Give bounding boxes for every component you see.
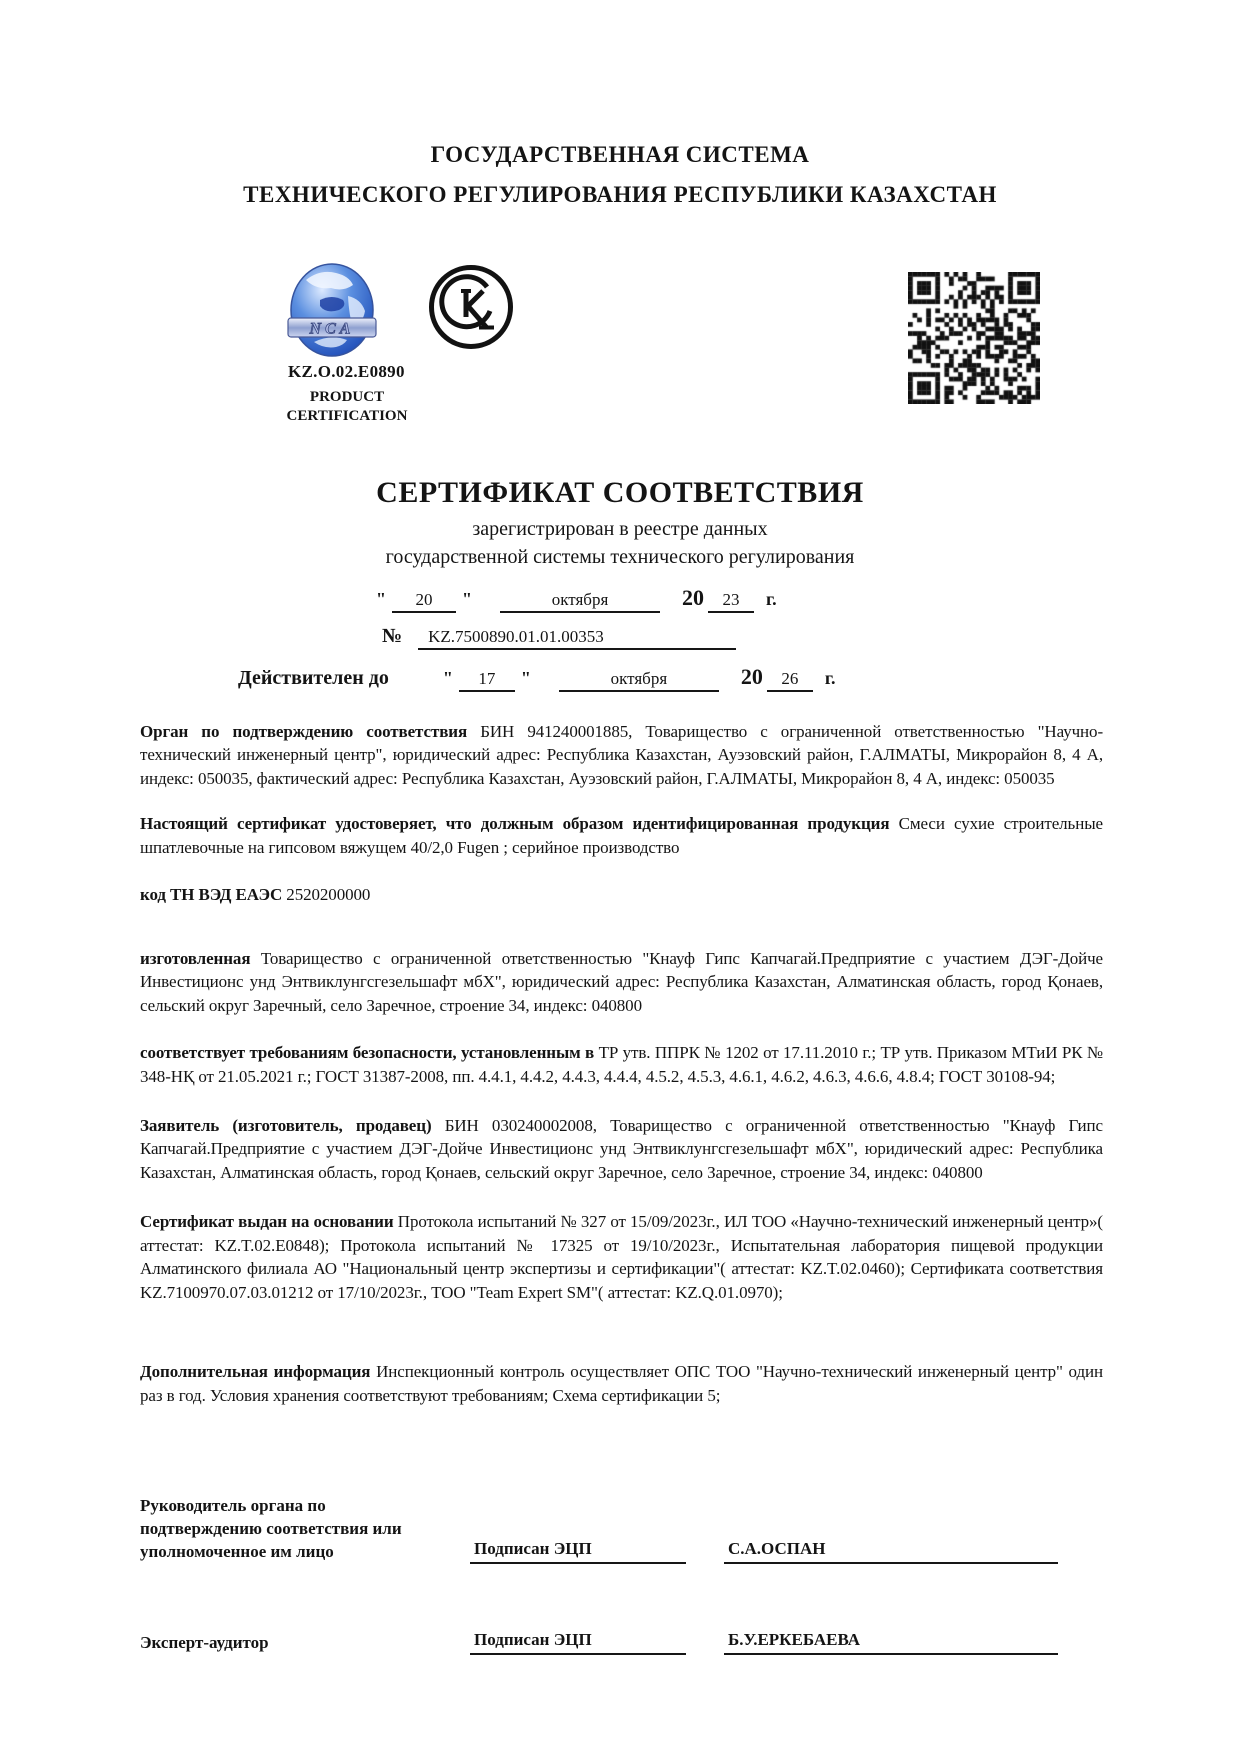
header-line2: ТЕХНИЧЕСКОГО РЕГУЛИРОВАНИЯ РЕСПУБЛИКИ КАЗАХСТАН <box>243 182 997 207</box>
issue-day-field: 20 <box>392 590 456 613</box>
product-certification-line2: CERTIFICATION <box>286 407 408 424</box>
signature-head-label-line1: Руководитель органа по <box>140 1496 326 1516</box>
signature-head-label <box>140 1495 470 1564</box>
accreditation-number: KZ.O.02.E0890 <box>288 362 405 381</box>
issue-quote-open: " <box>376 589 386 609</box>
paragraph-text: БИН 941240001885, Товарищество с ограниченной ответственностью "Научно-технический инженерный центр", юридический адрес: Республика Казахстан, Ауэзовский район, Г.АЛМАТЫ, Микрорайон 8, 4 А, индекс: 050035, фактический адрес: Республика Казахстан, Ауэзовский район, Г.АЛМАТЫ, Микрорайон 8, 4 А, индекс: 050035 <box>140 722 1103 788</box>
issue-century: 20 <box>682 585 704 610</box>
logo-row <box>0 258 1240 430</box>
paragraph-product <box>140 812 1103 859</box>
paragraph-label: Сертификат выдан на основании <box>140 1212 394 1232</box>
issue-month-field: октября <box>500 590 660 613</box>
paragraph-tnved-code <box>140 883 1103 906</box>
kz-conformity-mark-icon <box>428 264 514 350</box>
issue-date-line <box>370 585 1240 613</box>
signature-head-label-line3: уполномоченное им лицо <box>140 1541 334 1561</box>
valid-month-field: октября <box>559 669 719 692</box>
nca-globe-logo-icon <box>286 260 378 360</box>
valid-day-field: 17 <box>459 669 515 692</box>
issue-year-field: 23 <box>708 590 754 613</box>
paragraph-additional-info <box>140 1360 1103 1407</box>
qr-code <box>908 272 1040 404</box>
issue-quote-close: " <box>462 589 472 609</box>
valid-until-line <box>238 664 1240 692</box>
valid-until-label: Действителен до <box>238 667 389 689</box>
paragraph-label: Дополнительная информация <box>140 1362 371 1382</box>
valid-quote-close: " <box>520 668 531 688</box>
certificate-number-line <box>382 625 1240 650</box>
header-line1: ГОСУДАРСТВЕННАЯ СИСТЕМА <box>430 142 810 167</box>
paragraph-text: Протокола испытаний № 327 от 15/09/2023г., ИЛ ТОО «Научно-технический инженерный центр»( аттестат: KZ.T.02.E0848); Протокола испытаний № 17325 от 19/10/2023г., Испытательная лаборатория пищевой продукции Алматинского филиала АО "Национальный центр экспертизы и сертификации"( аттестат: KZ.T.02.0460); Сертификата соответствия KZ.7100970.07.03.01212 от 17/10/2023г., ТОО "Team Expert SM"( аттестат: KZ.Q.01.0970); <box>140 1212 1103 1302</box>
paragraph-applicant <box>140 1114 1103 1184</box>
paragraph-certification-body <box>140 720 1103 790</box>
valid-century: 20 <box>740 664 763 689</box>
paragraph-manufacturer <box>140 947 1103 1017</box>
paragraph-text: Товарищество с ограниченной ответственностью "Кнауф Гипс Капчагай.Предприятие с участием ДЭГ-Дойче Инвестиционс унд Энтвиклунгсгезельшафт мбХ", юридический адрес: Республика Казахстан, Алматинская область, город Қонаев, сельский округ Заречный, село Заречное, строение 34, индекс: 040800 <box>140 948 1103 1015</box>
signature-head-signed-field: Подписан ЭЦП <box>470 1539 686 1564</box>
paragraph-text: 2520200000 <box>286 885 371 905</box>
issue-year-suffix: г. <box>766 589 777 609</box>
valid-year-suffix: г. <box>824 668 836 688</box>
signature-auditor-signed-field: Подписан ЭЦП <box>470 1630 686 1655</box>
valid-year-field: 26 <box>767 669 813 692</box>
certificate-subtitle-1: зарегистрирован в реестре данных <box>472 518 768 540</box>
number-sign: № <box>382 625 403 647</box>
certificate-subtitle-2: государственной системы технического регулирования <box>385 546 855 568</box>
product-certification-label <box>252 388 442 426</box>
paragraph-label: код ТН ВЭД ЕАЭС <box>140 885 283 905</box>
paragraph-text: Инспекционный контроль осуществляет ОПС ТОО "Научно-технический инженерный центр" один раз в год. Условия хранения соответствуют требованиям; Схема сертификации 5; <box>140 1362 1103 1405</box>
signature-row-auditor <box>140 1630 1103 1655</box>
nca-logo-text: NCA <box>309 320 355 338</box>
signature-head-name-field: С.А.ОСПАН <box>724 1539 1058 1564</box>
paragraph-label: Настоящий сертификат удостоверяет, что должным образом идентифицированная продукция <box>140 814 890 834</box>
signature-row-head <box>140 1495 1103 1564</box>
paragraph-label: соответствует требованиям безопасности, установленным в <box>140 1043 595 1063</box>
paragraph-label: Заявитель (изготовитель, продавец) <box>140 1115 432 1135</box>
paragraph-text: ТР утв. ППРК № 1202 от 17.11.2010 г.; ТР утв. Приказом МТиИ РК № 348-НҚ от 21.05.2021 г.; ГОСТ 31387-2008, пп. 4.4.1, 4.4.2, 4.4.3, 4.4.4, 4.5.2, 4.5.3, 4.6.1, 4.6.2, 4.6.3, 4.6.6, 4.8.4; ГОСТ 30108-94; <box>140 1043 1104 1086</box>
signature-head-label-line2: подтверждению соответствия или <box>140 1519 402 1538</box>
paragraph-requirements <box>140 1041 1103 1088</box>
product-certification-line1: PRODUCT <box>309 389 385 405</box>
signature-auditor-name-field: Б.У.ЕРКЕБАЕВА <box>724 1630 1058 1655</box>
certificate-body <box>140 720 1103 1407</box>
paragraph-basis <box>140 1210 1103 1304</box>
paragraph-text: Смеси сухие строительные шпатлевочные на гипсовом вяжущем 40/2,0 Fugen ; серийное производство <box>140 814 1103 857</box>
paragraph-label: изготовленная <box>140 948 251 968</box>
valid-quote-open: " <box>442 668 453 688</box>
certificate-number-field: KZ.7500890.01.01.00353 <box>418 627 736 650</box>
paragraph-text: БИН 030240002008, Товарищество с ограниченной ответственностью "Кнауф Гипс Капчагай.Предприятие с участием ДЭГ-Дойче Инвестиционс унд Энтвиклунгсгезельшафт мбХ", юридический адрес: Республика Казахстан, Алматинская область, город Қонаев, сельский округ Заречное, село Заречное, строение 34, индекс: 040800 <box>140 1115 1103 1182</box>
signature-auditor-label: Эксперт-аудитор <box>140 1632 269 1652</box>
certificate-title: СЕРТИФИКАТ СООТВЕТСТВИЯ <box>376 476 864 509</box>
paragraph-label: Орган по подтверждению соответствия <box>140 722 468 741</box>
